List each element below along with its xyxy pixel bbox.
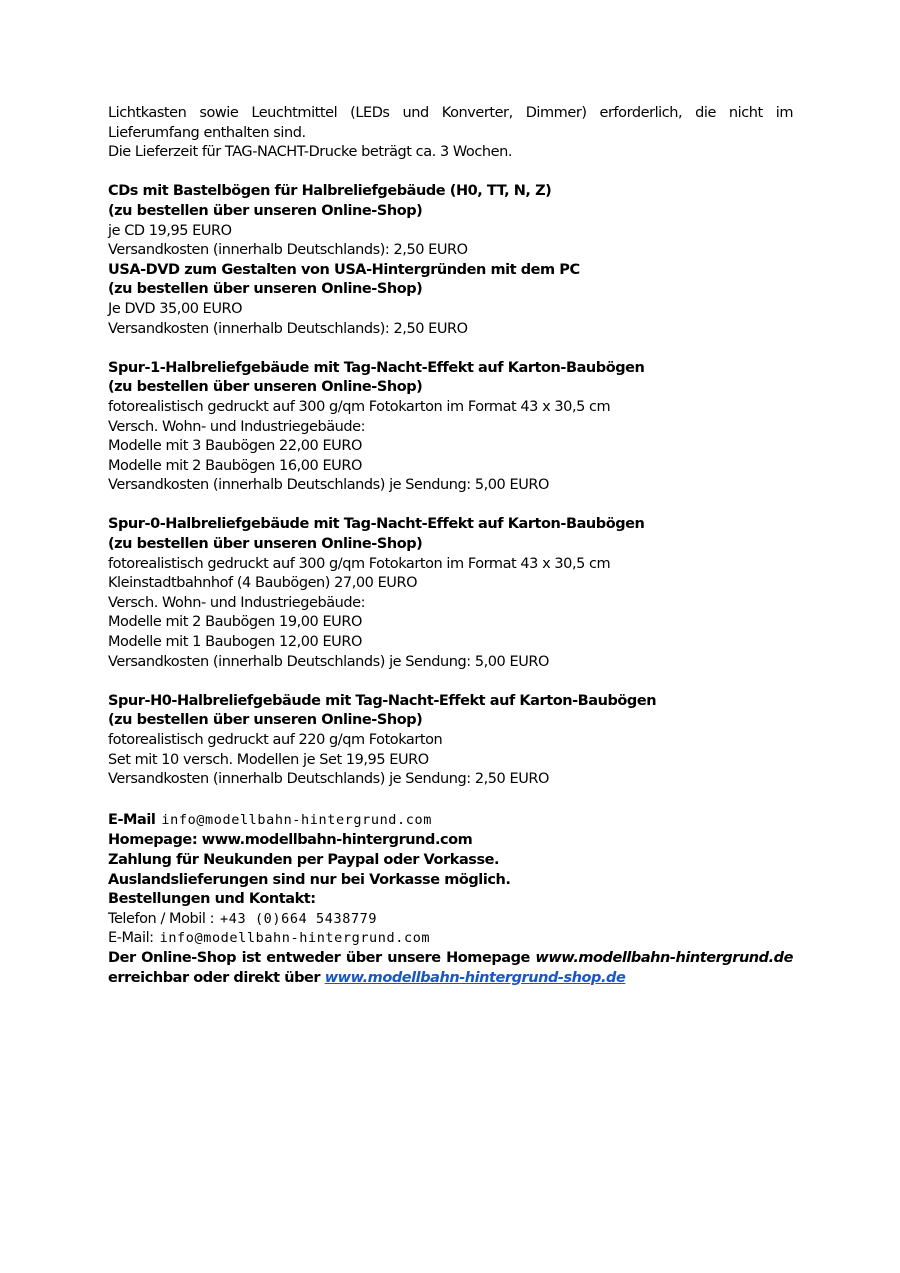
email2-line xyxy=(108,929,793,949)
payment-line: Zahlung für Neukunden per Paypal oder Vorkasse. xyxy=(108,851,500,868)
shop-line-1 xyxy=(108,949,793,969)
spurh0-line: Versandkosten (innerhalb Deutschlands) je Sendung: 2,50 EURO xyxy=(108,771,549,788)
spur0-title: Spur-0-Halbreliefgebäude mit Tag-Nacht-Effekt auf Karton-Baubögen xyxy=(108,516,645,533)
abroad-line: Auslandslieferungen sind nur bei Vorkasse möglich. xyxy=(108,871,511,888)
spur1-line: Versch. Wohn- und Industriegebäude: xyxy=(108,418,366,435)
phone-line xyxy=(108,910,793,930)
spur0-line: Versandkosten (innerhalb Deutschlands) je Sendung: 5,00 EURO xyxy=(108,653,549,670)
dvd-title: USA-DVD zum Gestalten von USA-Hintergründen mit dem PC xyxy=(108,261,580,278)
cds-price: je CD 19,95 EURO xyxy=(108,222,232,239)
email-label: E-Mail xyxy=(108,812,156,829)
spur0-line: Modelle mit 1 Baubogen 12,00 EURO xyxy=(108,634,362,651)
spur1-title: Spur-1-Halbreliefgebäude mit Tag-Nacht-Effekt auf Karton-Baubögen xyxy=(108,359,645,376)
spur0-order-note: (zu bestellen über unseren Online-Shop) xyxy=(108,536,423,553)
shop-text-2: erreichbar oder direkt über xyxy=(108,969,321,986)
spur0-line: Modelle mit 2 Baubögen 19,00 EURO xyxy=(108,614,362,631)
spur0-line: Kleinstadtbahnhof (4 Baubögen) 27,00 EURO xyxy=(108,575,418,592)
dvd-price: Je DVD 35,00 EURO xyxy=(108,300,243,317)
spur1-line: Modelle mit 3 Baubögen 22,00 EURO xyxy=(108,438,362,455)
contact-email-line xyxy=(108,809,793,831)
phone-label: Telefon / Mobil : xyxy=(108,910,215,927)
intro-line-3: Die Lieferzeit für TAG-NACHT-Drucke beträgt ca. 3 Wochen. xyxy=(108,144,512,161)
email-value: info@modellbahn-hintergrund.com xyxy=(161,812,432,829)
intro-line-2: Lieferumfang enthalten sind. xyxy=(108,124,306,141)
email2-value: info@modellbahn-hintergrund.com xyxy=(159,930,431,947)
intro-line-1: Lichtkasten sowie Leuchtmittel (LEDs und Konverter, Dimmer) erforderlich, die nicht im xyxy=(108,105,793,121)
cds-title: CDs mit Bastelbögen für Halbreliefgebäude (H0, TT, N, Z) xyxy=(108,183,552,200)
spurh0-line: Set mit 10 versch. Modellen je Set 19,95 EURO xyxy=(108,751,429,768)
email2-label: E-Mail: xyxy=(108,930,154,947)
spur1-line: Modelle mit 2 Baubögen 16,00 EURO xyxy=(108,457,362,474)
homepage-line: Homepage: www.modellbahn-hintergrund.com xyxy=(108,832,473,849)
spur1-line: fotorealistisch gedruckt auf 300 g/qm Fotokarton im Format 43 x 30,5 cm xyxy=(108,398,611,415)
spur1-line: Versandkosten (innerhalb Deutschlands) je Sendung: 5,00 EURO xyxy=(108,477,549,494)
spurh0-title: Spur-H0-Halbreliefgebäude mit Tag-Nacht-Effekt auf Karton-Baubögen xyxy=(108,692,657,709)
orders-heading: Bestellungen und Kontakt: xyxy=(108,891,316,908)
spur0-line: Versch. Wohn- und Industriegebäude: xyxy=(108,594,366,611)
shop-link[interactable]: www.modellbahn-hintergrund-shop.de xyxy=(324,969,626,986)
cds-order-note: (zu bestellen über unseren Online-Shop) xyxy=(108,202,423,219)
cds-shipping: Versandkosten (innerhalb Deutschlands): 2,50 EURO xyxy=(108,242,468,259)
phone-value: +43 (0)664 5438779 xyxy=(220,910,378,927)
spurh0-order-note: (zu bestellen über unseren Online-Shop) xyxy=(108,712,423,729)
shop-homepage: www.modellbahn-hintergrund.de xyxy=(535,949,793,966)
dvd-order-note: (zu bestellen über unseren Online-Shop) xyxy=(108,281,423,298)
document-page xyxy=(108,104,793,988)
spurh0-line: fotorealistisch gedruckt auf 220 g/qm Fotokarton xyxy=(108,732,443,748)
spur1-order-note: (zu bestellen über unseren Online-Shop) xyxy=(108,379,423,396)
shop-line-2 xyxy=(108,969,793,989)
dvd-shipping: Versandkosten (innerhalb Deutschlands): 2,50 EURO xyxy=(108,320,468,337)
spur0-line: fotorealistisch gedruckt auf 300 g/qm Fotokarton im Format 43 x 30,5 cm xyxy=(108,555,611,572)
shop-text-1: Der Online-Shop ist entweder über unsere Homepage xyxy=(108,949,530,966)
